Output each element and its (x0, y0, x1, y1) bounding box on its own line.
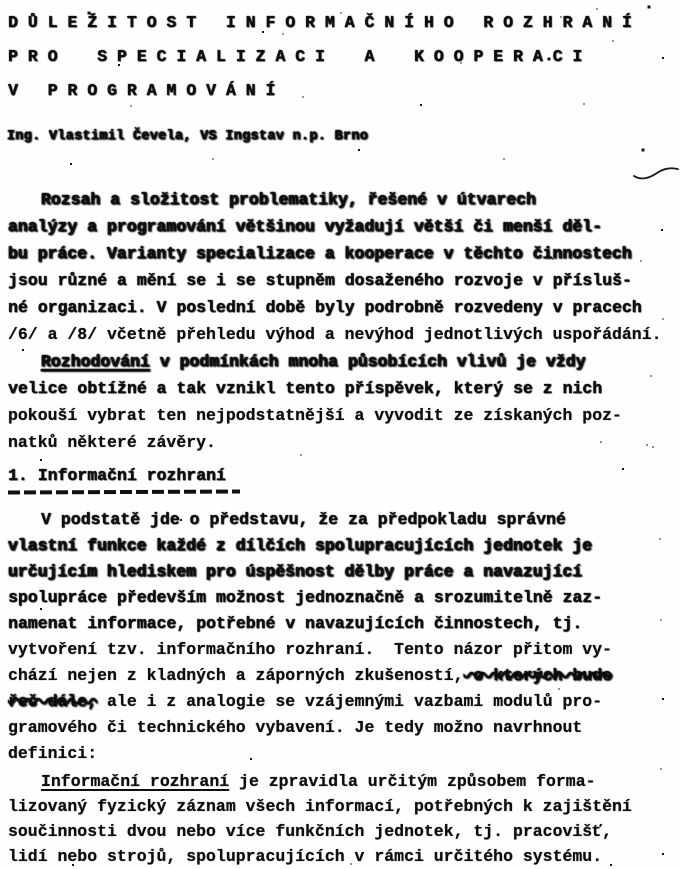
text-line: /6/ a /8/ včetně přehledu výhod a nevýhod jednotlivých uspořádání. (8, 325, 662, 344)
heading-dashed-underline (8, 489, 240, 494)
text-line: vlastní funkce každé z dílčích spolupracujících jednotek je (8, 536, 593, 555)
text-segment: je zpravidla určitým způsobem forma- (229, 772, 596, 791)
text-line (8, 348, 622, 375)
text-line: velice obtížné a tak vznikl tento příspěvek, který se z nich (8, 379, 603, 398)
underlined-term: Informační rozhraní (41, 772, 230, 791)
text-line: namenat informace, potřebné v navazujících činnostech, tj. (8, 614, 583, 633)
paragraph-concept (8, 507, 612, 767)
text-line: určujícím hlediskem pro úspěšnost dělby práce a navazující (8, 562, 583, 581)
text-line (8, 663, 612, 689)
author-line: Ing. Vlastimil Čevela, VS Ingstav n.p. Brno (7, 129, 369, 144)
text-line: lidí nebo strojů, spolupracujících v rámci určitého systému. (8, 847, 603, 866)
text-line: natků některé závěry. (8, 433, 216, 452)
struck-text: řeč dále, (8, 692, 98, 711)
text-line: bu práce. Varianty specializace a kooperace v těchto činnostech (8, 244, 632, 263)
text-segment: v podmínkách mnoha působících vlivů je vždy (149, 352, 586, 371)
text-line: pokouší vybrat ten nejpodstatnější a vyvodit ze získaných poz- (8, 406, 622, 425)
title-line-2: P R O S P E C I A L I Z A C I A K O O P E R A C I (8, 47, 583, 66)
text-line: jsou různé a mění se i se stupněm dosaženého rozvoje v přísluš- (8, 271, 632, 290)
text-segment: chází nejen z kladných a záporných zkušeností, (8, 666, 464, 685)
section-heading (8, 466, 240, 494)
underlined-word: Rozhodování (41, 352, 150, 371)
text-segment: ale i z analogie se vzájemnými vazbami modulů pro- (97, 692, 603, 711)
paragraph-motivation (8, 348, 622, 456)
text-line: vytvoření tzv. informačního rozhraní. Tento názor přitom vy- (8, 640, 612, 659)
text-line: lizovaný fyzický záznam všech informací, potřebných k zajištění (8, 797, 632, 816)
struck-text: o kterých bude (463, 666, 613, 685)
text-line: definici: (8, 744, 98, 763)
document-title (8, 6, 632, 108)
title-line-3: V P R O G R A M O V Á N Í (8, 81, 276, 100)
text-line: né organizaci. V poslední době byly podrobně rozvedeny v pracech (8, 298, 642, 317)
title-line-1: D Ů L E Ž I T O S T I N F O R M A Č N Í H O R O Z H R A N Í (8, 13, 632, 32)
text-line (8, 689, 612, 715)
text-line: součinnosti dvou nebo více funkčních jednotek, tj. pracovišť, (8, 822, 612, 841)
paragraph-definition (8, 769, 632, 869)
text-line: analýzy a programování většinou vyžadují větší či menší děl- (8, 217, 603, 236)
text-line: Rozsah a složitost problematiky, řešené v útvarech (41, 190, 537, 209)
text-line: spolupráce především možnost jednoznačně a srozumitelně zaz- (8, 588, 603, 607)
section-heading-label: 1. Informační rozhraní (8, 466, 226, 485)
handwritten-swoosh-mark (632, 164, 680, 184)
text-line: V podstatě jde o představu, že za předpokladu správné (41, 510, 566, 529)
text-line: gramového či technického vybavení. Je tedy možno navrhnout (8, 718, 583, 737)
paragraph-intro (8, 186, 662, 348)
text-line (8, 769, 632, 794)
